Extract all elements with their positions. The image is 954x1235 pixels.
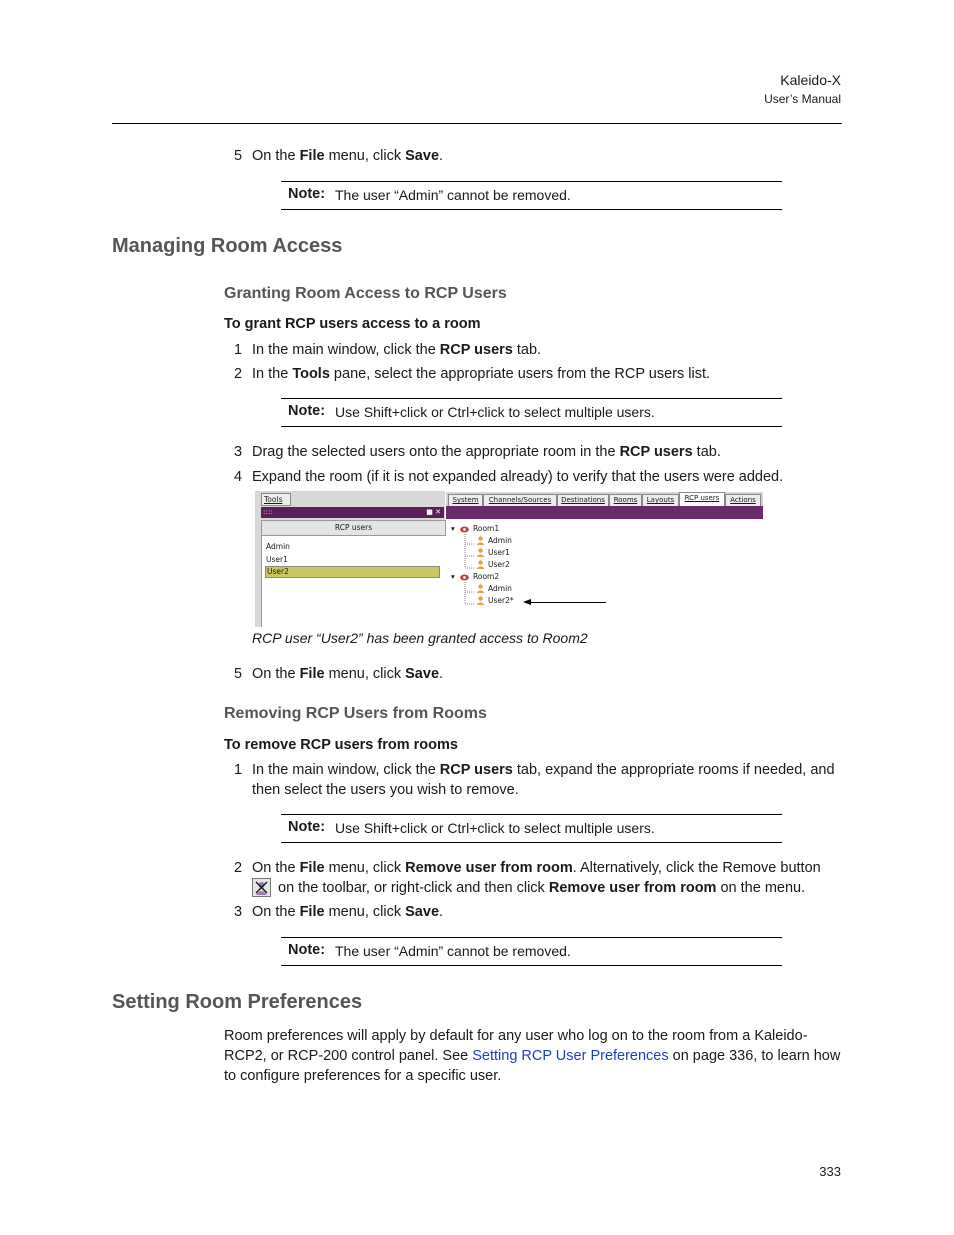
remove-step-2: 2 On the File menu, click Remove user from room. Alternatively, click the Remove button on the toolbar, or right-click and then click Remove user from room on the menu. <box>234 860 821 896</box>
note-admin-top: Note: The user “Admin” cannot be removed. <box>281 181 782 210</box>
tab-layouts[interactable]: Layouts <box>642 494 679 507</box>
running-header-title: Kaleido-X <box>780 72 841 88</box>
list-item[interactable]: User1 <box>266 555 288 564</box>
tree-room1[interactable]: Room1 <box>473 524 500 533</box>
note-multi-select-1: Note: Use Shift+click or Ctrl+click to select multiple users. <box>281 398 782 427</box>
running-header-subtitle: User’s Manual <box>764 92 841 106</box>
room-tree <box>446 521 763 627</box>
rcp-users-list-header: RCP users <box>261 520 446 536</box>
collapse-toggle-icon[interactable]: ▾ <box>451 524 455 533</box>
callout-arrow-icon <box>523 599 531 605</box>
grip-icon: :::: <box>263 508 273 516</box>
tree-room2[interactable]: Room2 <box>473 572 500 581</box>
rcp-users-screenshot <box>253 491 763 627</box>
section-heading-room-preferences: Setting Room Preferences <box>112 991 363 1013</box>
section-heading-managing-room-access: Managing Room Access <box>112 235 343 257</box>
tab-actions[interactable]: Actions <box>725 494 761 507</box>
tab-rooms[interactable]: Rooms <box>609 494 642 507</box>
tab-rcp-users[interactable]: RCP users <box>679 492 725 507</box>
tab-system[interactable]: System <box>448 494 483 507</box>
note-admin-bottom: Note: The user “Admin” cannot be removed. <box>281 937 782 966</box>
procedure-title-remove: To remove RCP users from rooms <box>224 737 458 753</box>
tools-tab[interactable]: Tools <box>261 493 291 506</box>
tree-user-new[interactable]: User2* <box>488 596 514 605</box>
remove-step-1: 1 In the main window, click the RCP users tab, expand the appropriate rooms if needed, and then select the users you wish to remove. <box>234 762 835 798</box>
tab-destinations[interactable]: Destinations <box>557 494 609 507</box>
list-item-selected[interactable]: User2 <box>265 566 440 578</box>
page-number: 333 <box>819 1164 841 1179</box>
window-controls-icon[interactable]: ■ ✕ <box>426 508 441 516</box>
link-setting-rcp-user-preferences[interactable]: Setting RCP User Preferences <box>472 1048 669 1064</box>
note-multi-select-2: Note: Use Shift+click or Ctrl+click to select multiple users. <box>281 814 782 843</box>
remove-user-icon[interactable] <box>252 878 271 897</box>
room-icon <box>460 573 469 582</box>
subheading-granting-access: Granting Room Access to RCP Users <box>224 285 507 302</box>
subheading-removing-users: Removing RCP Users from Rooms <box>224 705 487 722</box>
procedure-title-grant: To grant RCP users access to a room <box>224 316 481 332</box>
step-number: 5 <box>234 148 243 164</box>
header-rule <box>112 123 842 124</box>
tree-user[interactable]: Admin <box>488 536 512 545</box>
figure-caption: RCP user “User2” has been granted access to Room2 <box>252 630 588 646</box>
room-preferences-paragraph: Room preferences will apply by default for any user who log on to the room from a Kaleido-RCP2, or RCP-200 control panel. See Setting RCP User Preferences on page 336, to learn how to configure preferences for a specific user. <box>224 1028 841 1084</box>
tools-pane <box>255 491 445 627</box>
list-item[interactable]: Admin <box>266 542 290 551</box>
tab-toolbar-band <box>446 506 763 519</box>
user-icon <box>476 536 485 545</box>
rcp-users-list <box>261 536 445 627</box>
collapse-toggle-icon[interactable]: ▾ <box>451 572 455 581</box>
user-icon <box>476 560 485 569</box>
room-icon <box>460 525 469 534</box>
user-icon <box>476 584 485 593</box>
tree-user[interactable]: User1 <box>488 548 510 557</box>
user-icon <box>476 548 485 557</box>
tree-user[interactable]: User2 <box>488 560 510 569</box>
main-tabs <box>446 492 763 506</box>
tree-user[interactable]: Admin <box>488 584 512 593</box>
tools-titlebar <box>261 507 444 518</box>
callout-arrow-line <box>530 602 606 603</box>
rooms-pane <box>446 491 763 627</box>
user-icon <box>476 596 485 605</box>
tab-channels-sources[interactable]: Channels/Sources <box>483 494 557 507</box>
